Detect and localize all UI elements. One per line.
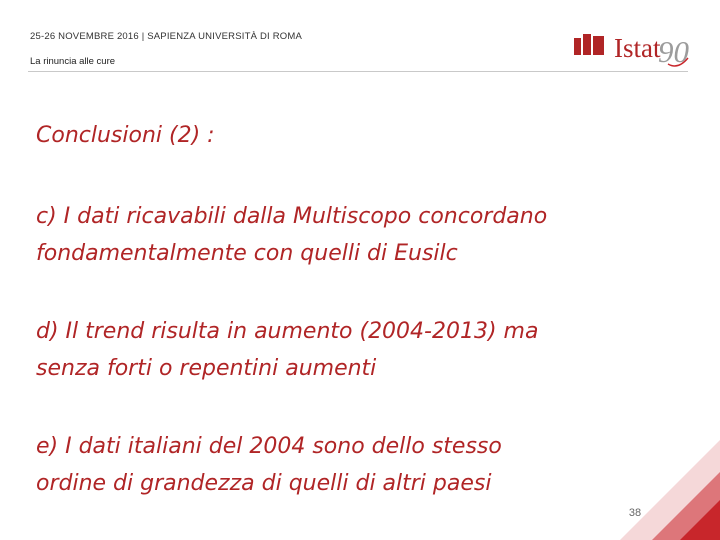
conclusion-point-c: [36, 198, 696, 272]
conclusion-point-c-line-2: fondamentalmente con quelli di Eusilc: [36, 241, 458, 266]
conclusion-point-d-line-2: senza forti o repentini aumenti: [36, 356, 377, 381]
event-header: 25-26 NOVEMBRE 2016 | SAPIENZA UNIVERSITÀ DI ROMA: [30, 31, 303, 42]
corner-decoration: [610, 430, 720, 540]
conclusion-point-e-line-2: ordine di grandezza di quelli di altri paesi: [36, 471, 492, 496]
conclusion-point-c-line-1: c) I dati ricavabili dalla Multiscopo concordano: [36, 204, 548, 229]
logo-brand-text: Istat: [614, 33, 661, 63]
logo-bar-small: [574, 38, 581, 55]
section-title: La rinuncia alle cure: [30, 56, 116, 67]
istat-90-logo: [572, 26, 692, 70]
conclusion-point-e: [36, 428, 696, 502]
conclusion-point-d: [36, 313, 696, 387]
header-divider: [28, 71, 688, 72]
logo-anniversary-text: 90: [658, 34, 689, 69]
logo-bar-medium: [593, 36, 604, 55]
logo-bar-large: [583, 34, 591, 55]
slide-title: Conclusioni (2) :: [36, 123, 215, 148]
page-number: 38: [628, 507, 642, 519]
conclusion-point-e-line-1: e) I dati italiani del 2004 sono dello stesso: [36, 434, 502, 459]
conclusion-point-d-line-1: d) Il trend risulta in aumento (2004-2013) ma: [36, 319, 539, 344]
